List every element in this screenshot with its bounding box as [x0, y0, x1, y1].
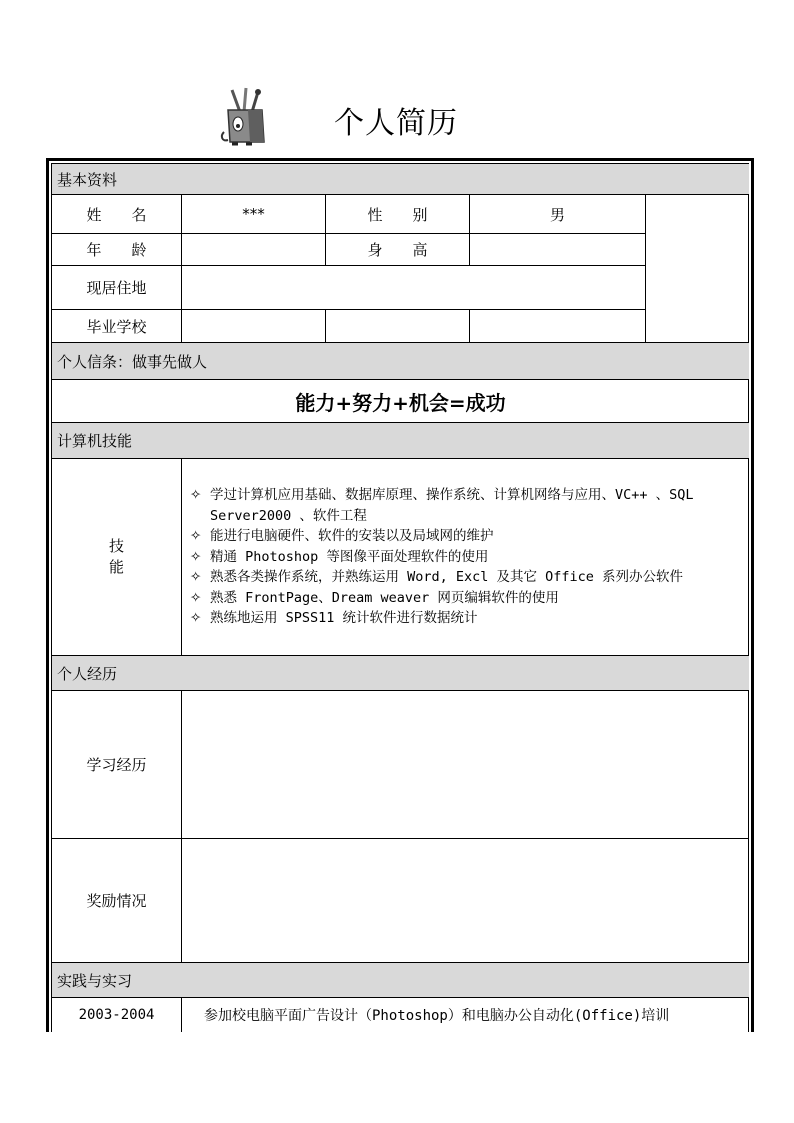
grid-line	[469, 309, 470, 342]
photo-cell	[646, 195, 749, 342]
skills-label-char-2: 能	[108, 558, 124, 576]
resume-table	[46, 158, 754, 1032]
diamond-bullet-icon: ✧	[190, 487, 202, 503]
list-item: ✧ 熟练地运用 SPSS11 统计软件进行数据统计	[182, 608, 747, 629]
skills-label-char-1: 技	[108, 537, 124, 555]
school-value	[182, 310, 325, 342]
diamond-bullet-icon: ✧	[190, 569, 202, 585]
study-value	[182, 691, 749, 838]
name-label: 姓 名	[86, 205, 147, 224]
pencil-holder-icon	[218, 86, 270, 146]
section-motto-header: 个人信条：做事先做人	[52, 342, 749, 380]
motto-text: 能力+努力+机会=成功	[52, 380, 749, 423]
page-title: 个人简历	[334, 106, 458, 141]
list-item: ✧ 熟悉各类操作系统，并熟练运用 Word, Excl 及其它 Office 系列办公软件	[182, 567, 747, 588]
residence-label: 现居住地	[86, 279, 147, 297]
list-item: ✧ 学过计算机应用基础、数据库原理、操作系统、计算机网络与应用、VC++ 、SQL Server2000 、软件工程	[190, 487, 694, 524]
diamond-bullet-icon: ✧	[190, 548, 202, 565]
skills-list	[182, 485, 747, 629]
practice-period: 2003-2004	[78, 1007, 155, 1023]
header	[0, 80, 794, 150]
practice-description: 参加校电脑平面广告设计（Photoshop）和电脑办公自动化(Office)培训	[204, 1008, 670, 1024]
grid-line	[181, 998, 182, 1032]
residence-value	[182, 266, 645, 309]
study-label: 学习经历	[86, 756, 147, 774]
diamond-bullet-icon: ✧	[190, 589, 202, 606]
gender-label: 性 别	[367, 205, 428, 224]
height-value	[470, 234, 645, 265]
list-item: ✧ 精通 Photoshop 等图像平面处理软件的使用	[182, 547, 747, 568]
diamond-bullet-icon: ✧	[190, 528, 202, 544]
section-basic-header: 基本资料	[52, 164, 749, 195]
diamond-bullet-icon: ✧	[190, 610, 202, 626]
name-value: ***	[242, 205, 265, 223]
award-value	[182, 839, 749, 962]
list-item: ✧ 能进行电脑硬件、软件的安装以及局域网的维护	[182, 526, 747, 547]
gender-value: 男	[549, 205, 565, 224]
section-practice-header: 实践与实习	[52, 962, 749, 998]
list-item: ✧ 熟悉 FrontPage、Dream weaver 网页编辑软件的使用	[182, 588, 747, 609]
section-computer-header: 计算机技能	[52, 423, 749, 459]
height-label: 身 高	[367, 241, 428, 259]
award-label: 奖励情况	[86, 892, 147, 910]
grid-line	[325, 309, 326, 342]
age-label: 年 龄	[86, 241, 147, 259]
skills-label	[52, 459, 181, 655]
section-experience-header: 个人经历	[52, 655, 749, 691]
school-label: 毕业学校	[86, 317, 147, 336]
age-value	[182, 234, 325, 265]
